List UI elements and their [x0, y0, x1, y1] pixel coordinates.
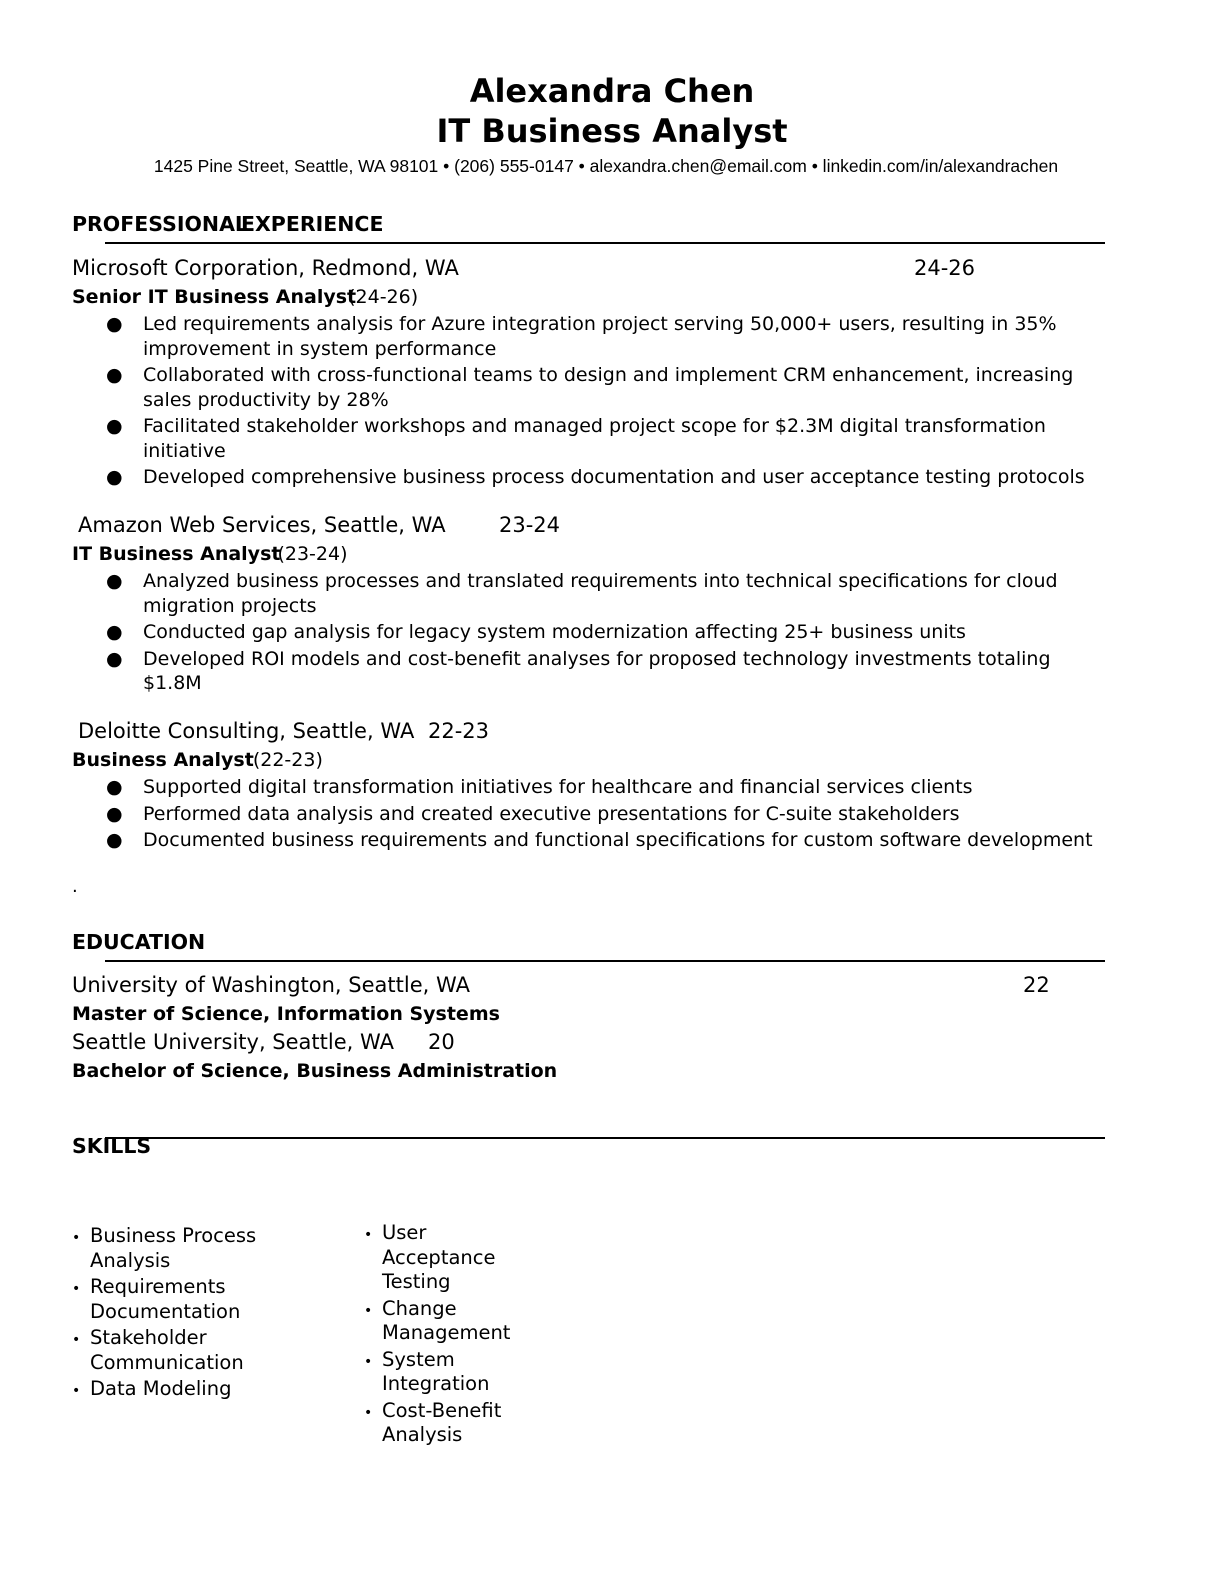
- list-item: [106, 414, 1126, 463]
- bullet-icon: ●: [106, 364, 123, 386]
- list-item: [106, 828, 1146, 853]
- bullet-text: Led requirements analysis for Azure integration project serving 50,000+ users, resulting in 35% improvement in system performance: [143, 313, 1057, 360]
- list-item: [106, 802, 1146, 827]
- skill-text: System Integration: [382, 1347, 490, 1395]
- job-title-dates: (23-24): [277, 543, 348, 565]
- bullet-icon: ●: [106, 621, 123, 643]
- list-item: [72, 1224, 272, 1273]
- school-name: University of Washington, Seattle, WA: [72, 973, 470, 997]
- job-dates: 23-24: [499, 513, 561, 537]
- bullet-text: Conducted gap analysis for legacy system modernization affecting 25+ business units: [143, 621, 966, 643]
- school-name: Seattle University, Seattle, WA: [72, 1030, 394, 1054]
- candidate-title: IT Business Analyst: [436, 112, 788, 150]
- experience-divider: [105, 242, 1105, 244]
- bullet-text: Analyzed business processes and translated requirements into technical specifications for cloud migration projects: [143, 570, 1058, 617]
- bullet-text: Collaborated with cross-functional teams to design and implement CRM enhancement, increasing sales productivity by 28%: [143, 364, 1074, 411]
- skills-divider: [105, 1137, 1105, 1139]
- job-bullets: [106, 775, 1146, 855]
- list-item: [106, 312, 1126, 361]
- bullet-icon: •: [72, 1383, 81, 1399]
- job-title: IT Business Analyst: [72, 543, 281, 565]
- skill-text: Cost-Benefit Analysis: [382, 1398, 502, 1446]
- contact-line: 1425 Pine Street, Seattle, WA 98101 • (206) 555-0147 • alexandra.chen@email.com • linkedin.com/in/alexandrachen: [153, 156, 1059, 176]
- bullet-icon: •: [364, 1227, 373, 1243]
- bullet-text: Supported digital transformation initiatives for healthcare and financial services clients: [143, 776, 973, 798]
- experience-heading-part-a: PROFESSIONAL: [72, 212, 248, 236]
- bullet-icon: ●: [106, 570, 123, 592]
- bullet-icon: •: [364, 1404, 373, 1421]
- list-item: [106, 569, 1106, 618]
- bullet-text: Performed data analysis and created executive presentations for C-suite stakeholders: [143, 802, 960, 825]
- skill-text: Stakeholder Communication: [90, 1326, 244, 1374]
- school-year: 20: [428, 1030, 455, 1054]
- bullet-icon: ●: [106, 829, 123, 851]
- skills-column-2: [364, 1221, 514, 1450]
- list-item: [364, 1348, 514, 1397]
- skill-text: Business Process Analysis: [90, 1224, 257, 1272]
- bullet-icon: ●: [106, 647, 123, 670]
- bullet-icon: ●: [106, 802, 123, 825]
- degree: Bachelor of Science, Business Administration: [72, 1060, 558, 1082]
- list-item: [364, 1399, 514, 1448]
- experience-heading: [72, 212, 383, 236]
- school-year: 22: [1023, 973, 1050, 997]
- skill-text: Data Modeling: [90, 1377, 232, 1400]
- list-item: [106, 363, 1126, 412]
- skills-column-1: [72, 1224, 272, 1404]
- degree: Master of Science, Information Systems: [72, 1003, 500, 1025]
- bullet-icon: •: [364, 1302, 373, 1319]
- job-company: Microsoft Corporation, Redmond, WA: [72, 256, 459, 280]
- bullet-icon: ●: [106, 415, 123, 437]
- bullet-text: Developed ROI models and cost-benefit analyses for proposed technology investments totaling $1.8M: [143, 647, 1051, 694]
- bullet-icon: •: [364, 1353, 373, 1370]
- list-item: [72, 1326, 272, 1375]
- bullet-text: Documented business requirements and functional specifications for custom software development: [143, 829, 1093, 851]
- bullet-icon: ●: [106, 313, 123, 335]
- job-title-line: [72, 543, 348, 565]
- bullet-icon: ●: [106, 466, 123, 488]
- bullet-icon: •: [72, 1230, 81, 1246]
- list-item: [72, 1275, 272, 1324]
- list-item: [364, 1221, 514, 1295]
- job-title-dates: (22-23): [252, 749, 323, 771]
- experience-heading-part-b: EXPERIENCE: [241, 212, 384, 236]
- list-item: [106, 465, 1126, 490]
- job-dates: 22-23: [428, 719, 490, 743]
- job-title-line: [72, 286, 418, 308]
- job-bullets: [106, 569, 1106, 698]
- job-company: Amazon Web Services, Seattle, WA: [78, 513, 446, 537]
- job-title-line: [72, 749, 323, 771]
- skill-text: Change Management: [382, 1296, 511, 1344]
- job-bullets: [106, 312, 1126, 492]
- bullet-icon: ●: [106, 776, 123, 798]
- list-item: [106, 647, 1106, 696]
- job-dates: 24-26: [914, 256, 976, 280]
- bullet-text: Developed comprehensive business process documentation and user acceptance testing protocols: [143, 466, 1085, 488]
- list-item: [106, 775, 1146, 800]
- education-heading: EDUCATION: [72, 930, 206, 954]
- job-company: Deloitte Consulting, Seattle, WA: [78, 719, 415, 743]
- list-item: [364, 1297, 514, 1346]
- job-title-dates: (24-26): [348, 286, 419, 308]
- list-item: [72, 1377, 272, 1402]
- bullet-icon: •: [72, 1332, 81, 1348]
- bullet-text: Facilitated stakeholder workshops and managed project scope for $2.3M digital transformation initiative: [143, 415, 1046, 462]
- skills-heading: SKILLS: [72, 1134, 152, 1158]
- candidate-name: Alexandra Chen: [469, 72, 755, 110]
- job-title: Senior IT Business Analyst: [72, 286, 357, 308]
- list-item: [106, 620, 1106, 645]
- skill-text: User Acceptance Testing: [382, 1221, 496, 1293]
- job-title: Business Analyst: [72, 749, 254, 771]
- skill-text: Requirements Documentation: [90, 1275, 241, 1323]
- education-divider: [105, 960, 1105, 962]
- stray-mark: .: [72, 876, 78, 897]
- bullet-icon: •: [72, 1281, 81, 1297]
